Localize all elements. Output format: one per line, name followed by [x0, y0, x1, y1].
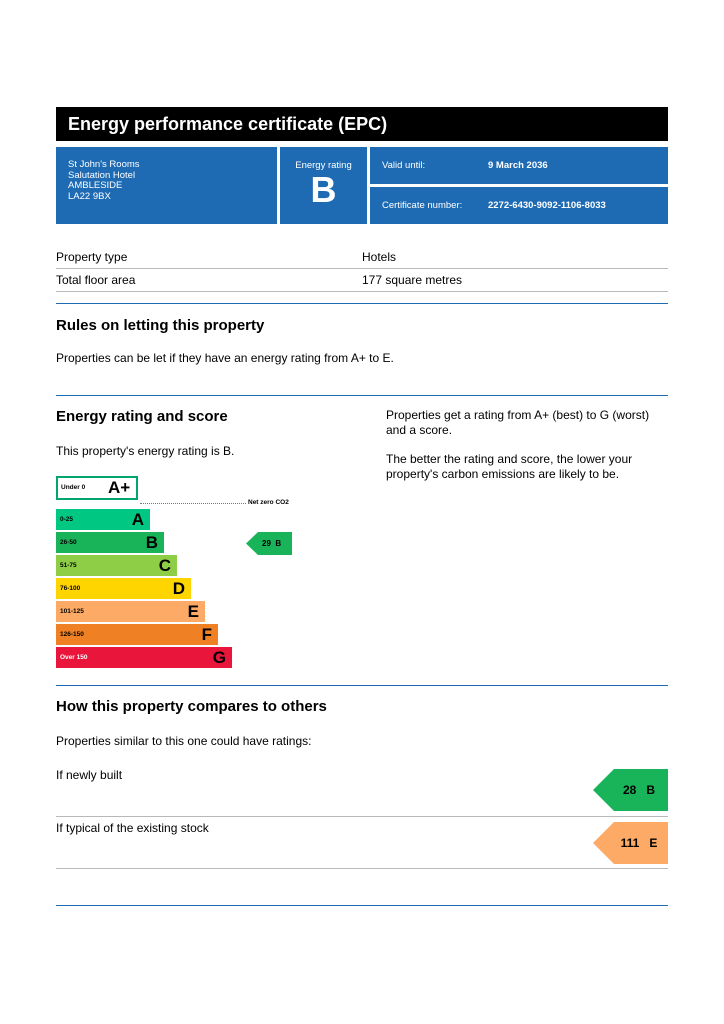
current-band: B	[275, 539, 282, 548]
existing-stock-band: E	[649, 836, 658, 850]
divider	[56, 816, 668, 817]
rating-info-2-line: property's carbon emissions are likely to be.	[386, 467, 620, 481]
divider	[56, 268, 668, 269]
band-range: Over 150	[60, 654, 88, 661]
band-letter: G	[212, 648, 226, 667]
property-type-value: Hotels	[362, 250, 397, 264]
band-range: 26-50	[60, 539, 77, 546]
band-b	[56, 532, 164, 553]
rating-statement: This property's energy rating is B.	[56, 444, 235, 458]
valid-until-value: 9 March 2036	[488, 160, 548, 171]
rating-info-1-line: Properties get a rating from A+ (best) to G (worst)	[386, 408, 650, 422]
comparison-heading: How this property compares to others	[56, 698, 327, 715]
energy-rating-box	[280, 147, 367, 224]
band-d	[56, 578, 191, 599]
band-e	[56, 601, 205, 622]
certificate-number-cell	[370, 187, 668, 224]
floor-area-value: 177 square metres	[362, 273, 463, 287]
floor-area-label: Total floor area	[56, 273, 136, 287]
newly-built-rating	[610, 769, 668, 811]
rating-info-1-line: and a score.	[386, 423, 453, 437]
current-score: 29	[262, 539, 271, 548]
rating-info-2-line: The better the rating and score, the lower your	[386, 452, 633, 466]
divider	[56, 291, 668, 292]
existing-stock-rating	[610, 822, 668, 864]
energy-rating-label: Energy rating	[295, 160, 352, 171]
net-zero-line	[140, 503, 246, 504]
letting-text: Properties can be let if they have an energy rating from A+ to E.	[56, 351, 394, 365]
band-c	[56, 555, 177, 576]
rating-heading: Energy rating and score	[56, 408, 228, 425]
address-line: AMBLESIDE	[68, 180, 123, 191]
certificate-number-label: Certificate number:	[382, 200, 463, 211]
band-letter: A	[131, 510, 144, 529]
comparison-intro: Properties similar to this one could have ratings:	[56, 734, 312, 748]
band-letter: E	[187, 602, 199, 621]
address-line: Salutation Hotel	[68, 169, 136, 181]
section-divider	[56, 685, 668, 686]
band-range: 51-75	[60, 562, 77, 569]
certificate-number-value: 2272-6430-9092-1106-8033	[488, 200, 606, 211]
valid-until-cell	[370, 147, 668, 184]
band-letter: B	[145, 533, 158, 552]
section-divider	[56, 395, 668, 396]
letting-heading: Rules on letting this property	[56, 317, 265, 334]
newly-built-label: If newly built	[56, 768, 123, 782]
existing-stock-label: If typical of the existing stock	[56, 821, 209, 835]
valid-until-label: Valid until:	[382, 160, 426, 171]
band-a	[56, 509, 150, 530]
band-letter: D	[172, 579, 185, 598]
band-range: 126-150	[60, 631, 84, 638]
page-title: Energy performance certificate (EPC)	[56, 107, 668, 141]
newly-built-score: 28	[622, 783, 637, 797]
divider	[56, 868, 668, 869]
existing-stock-score: 111	[620, 836, 640, 850]
band-g	[56, 647, 232, 668]
rating-info-1	[386, 408, 649, 438]
newly-built-band: B	[646, 783, 656, 797]
rating-info-2	[386, 452, 632, 482]
energy-rating-letter: B	[310, 169, 337, 210]
section-divider	[56, 905, 668, 906]
band-letter: C	[158, 556, 171, 575]
property-address	[56, 147, 277, 224]
band-letter: A+	[108, 478, 131, 497]
band-range: 76-100	[60, 585, 81, 592]
property-type-label: Property type	[56, 250, 128, 264]
net-zero-label: Net zero CO2	[248, 499, 289, 506]
address-line: St John's Rooms	[68, 159, 140, 170]
band-a-plus	[56, 476, 138, 500]
band-range: Under 0	[61, 484, 86, 491]
band-f	[56, 624, 218, 645]
band-letter: F	[201, 625, 212, 644]
band-range: 101-125	[60, 608, 84, 615]
section-divider	[56, 303, 668, 304]
current-rating-text	[262, 532, 292, 555]
band-range: 0-25	[60, 516, 74, 523]
address-line: LA22 9BX	[68, 190, 111, 202]
